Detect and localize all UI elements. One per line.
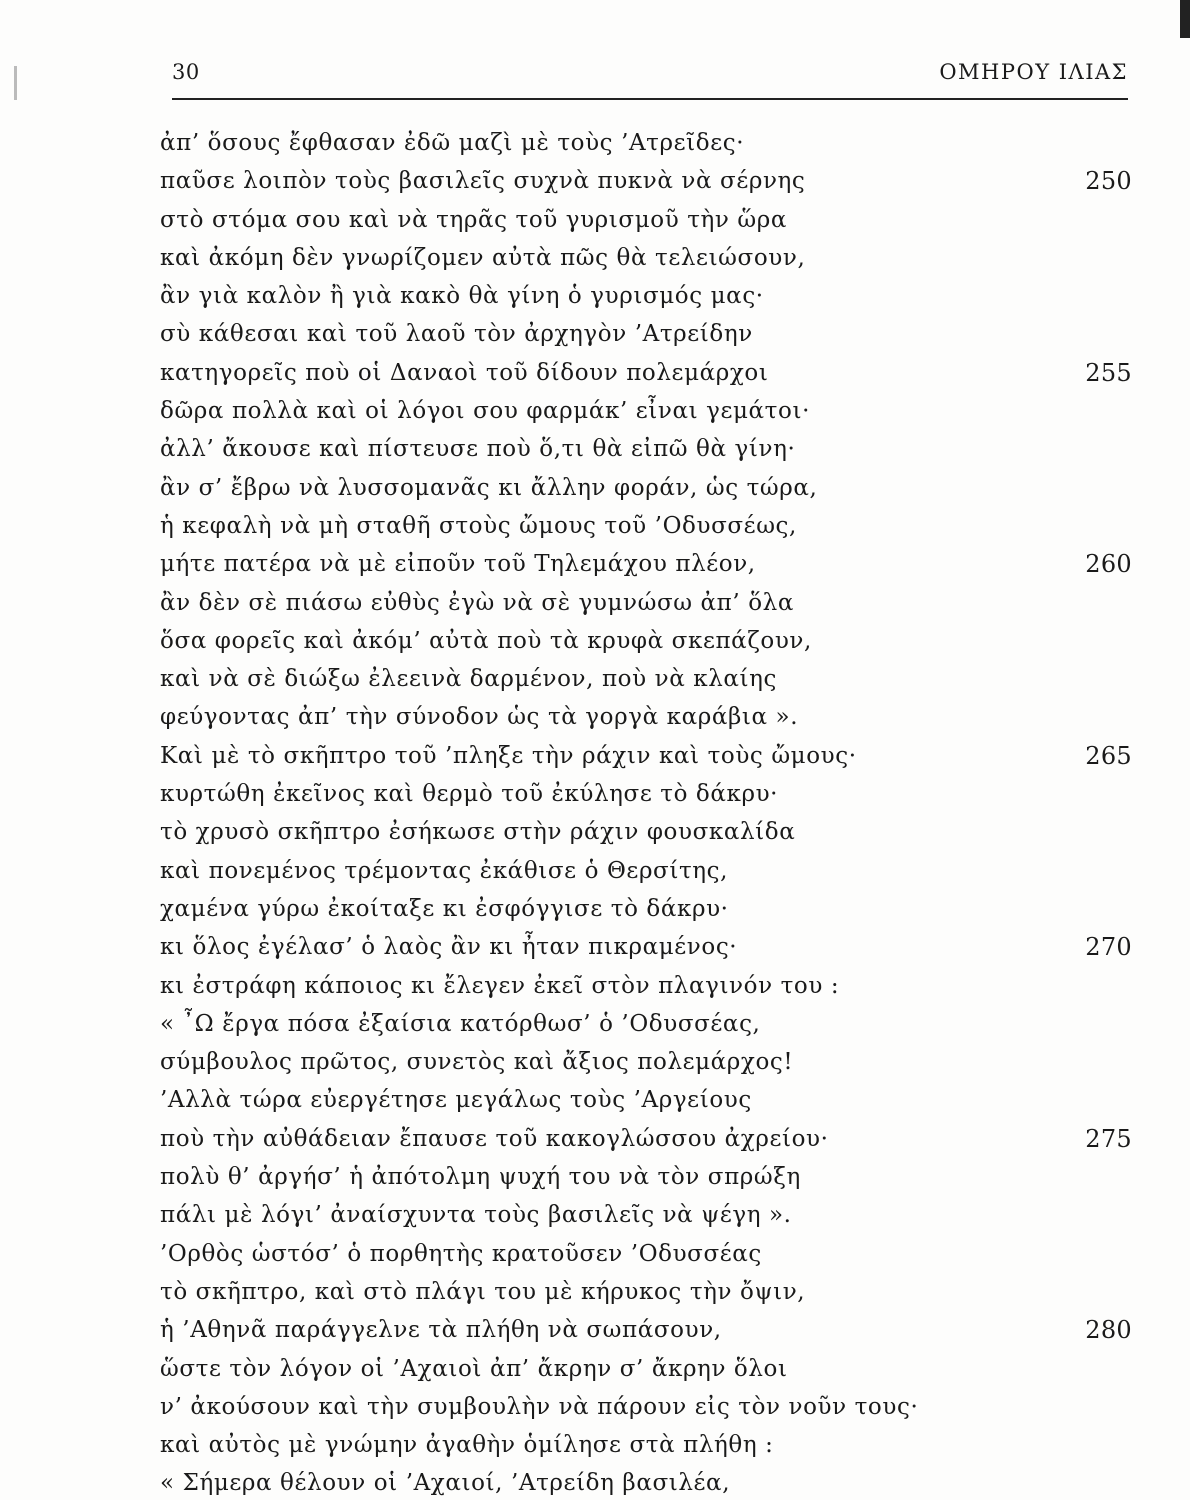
verse-line bbox=[160, 584, 1140, 622]
verse-number: 250 bbox=[1085, 167, 1132, 196]
verse-text: καὶ πονεμένος τρέμοντας ἐκάθισε ὁ Θερσίτης, bbox=[160, 857, 729, 884]
verse-text: Καὶ μὲ τὸ σκῆπτρο τοῦ ’πληξε τὴν ράχιν καὶ τοὺς ὤμους· bbox=[160, 742, 857, 769]
verse-number: 270 bbox=[1085, 933, 1132, 962]
verse-text: « ῏Ω ἔργα πόσα ἐξαίσια κατόρθωσ’ ὁ ’Οδυσσέας, bbox=[160, 1010, 761, 1037]
verse-text: δῶρα πολλὰ καὶ οἱ λόγοι σου φαρμάκ’ εἶναι γεμάτοι· bbox=[160, 398, 810, 425]
verse-text: κυρτώθη ἐκεῖνος καὶ θερμὸ τοῦ ἐκύλησε τὸ δάκρυ· bbox=[160, 781, 779, 808]
verse-text: καὶ νὰ σὲ διώξω ἐλεεινὰ δαρμένον, ποὺ νὰ κλαίης bbox=[160, 666, 778, 693]
verse-number: 265 bbox=[1085, 741, 1132, 770]
verse-text: ἀλλ’ ἄκουσε καὶ πίστευσε ποὺ ὅ,τι θὰ εἰπῶ θὰ γίνη· bbox=[160, 436, 796, 463]
verse-line bbox=[160, 852, 1140, 890]
running-title: ΟΜΗΡΟΥ ΙΛΙΑΣ bbox=[939, 60, 1128, 84]
verse-line bbox=[160, 967, 1140, 1005]
verse-text: τὸ σκῆπτρο, καὶ στὸ πλάγι του μὲ κήρυκος τὴν ὄψιν, bbox=[160, 1278, 806, 1305]
verse-text: φεύγοντας ἀπ’ τὴν σύνοδον ὡς τὰ γοργὰ καράβια ». bbox=[160, 704, 799, 731]
verse-number: 275 bbox=[1085, 1124, 1132, 1153]
verse-line bbox=[160, 162, 1140, 200]
verse-text: κι ἐστράφη κάποιος κι ἔλεγεν ἐκεῖ στὸν πλαγινόν του : bbox=[160, 972, 840, 999]
verse-line bbox=[160, 813, 1140, 851]
verse-line bbox=[160, 928, 1140, 966]
verse-text: ὥστε τὸν λόγον οἱ ’Αχαιοὶ ἀπ’ ἄκρην σ’ ἄκρην ὅλοι bbox=[160, 1355, 788, 1382]
page-number: 30 bbox=[172, 60, 200, 84]
verse-number: 255 bbox=[1085, 358, 1132, 387]
verse-text: χαμένα γύρω ἐκοίταξε κι ἐσφόγγισε τὸ δάκρυ· bbox=[160, 895, 729, 922]
verse-line bbox=[160, 392, 1140, 430]
verse-line bbox=[160, 1273, 1140, 1311]
verse-line bbox=[160, 1005, 1140, 1043]
verse-line bbox=[160, 124, 1140, 162]
verse-line bbox=[160, 1426, 1140, 1464]
verse-line bbox=[160, 1081, 1140, 1119]
verse-line bbox=[160, 622, 1140, 660]
verse-text: τὸ χρυσὸ σκῆπτρο ἐσήκωσε στὴν ράχιν φουσκαλίδα bbox=[160, 819, 796, 846]
verse-line bbox=[160, 1158, 1140, 1196]
verse-line bbox=[160, 1120, 1140, 1158]
scan-edge-mark bbox=[1180, 0, 1190, 38]
verse-line bbox=[160, 354, 1140, 392]
verse-text: ὅσα φορεῖς καὶ ἀκόμ’ αὐτὰ ποὺ τὰ κρυφὰ σκεπάζουν, bbox=[160, 627, 812, 654]
verse-text: στὸ στόμα σου καὶ νὰ τηρᾶς τοῦ γυρισμοῦ τὴν ὥρα bbox=[160, 206, 788, 233]
verse-line bbox=[160, 315, 1140, 353]
verse-text: ’Αλλὰ τώρα εὐεργέτησε μεγάλως τοὺς ’Αργείους bbox=[160, 1087, 752, 1114]
verse-text: ἂν σ’ ἔβρω νὰ λυσσομανᾶς κι ἄλλην φοράν, ὡς τώρα, bbox=[160, 474, 818, 501]
verse-line bbox=[160, 1235, 1140, 1273]
verse-text: καὶ ἀκόμη δὲν γνωρίζομεν αὐτὰ πῶς θὰ τελειώσουν, bbox=[160, 244, 806, 271]
verse-line bbox=[160, 507, 1140, 545]
verse-line bbox=[160, 698, 1140, 736]
verse-text: ἡ ’Αθηνᾶ παράγγελνε τὰ πλήθη νὰ σωπάσουν, bbox=[160, 1317, 722, 1344]
verse-text: ν’ ἀκούσουν καὶ τὴν συμβουλὴν νὰ πάρουν εἰς τὸν νοῦν τους· bbox=[160, 1393, 919, 1420]
verse-line bbox=[160, 430, 1140, 468]
verse-text: μήτε πατέρα νὰ μὲ εἰποῦν τοῦ Τηλεμάχου πλέον, bbox=[160, 551, 756, 578]
verse-line bbox=[160, 1464, 1140, 1502]
verse-text: πάλι μὲ λόγι’ ἀναίσχυντα τοὺς βασιλεῖς νὰ ψέγη ». bbox=[160, 1202, 792, 1229]
verse-line bbox=[160, 1350, 1140, 1388]
verse-text: ’Ορθὸς ὡστόσ’ ὁ πορθητὴς κρατοῦσεν ’Οδυσσέας bbox=[160, 1240, 762, 1267]
verse-line bbox=[160, 201, 1140, 239]
verse-line bbox=[160, 775, 1140, 813]
verse-line bbox=[160, 239, 1140, 277]
verse-line bbox=[160, 277, 1140, 315]
verse-list bbox=[160, 124, 1140, 1503]
scan-margin-mark bbox=[14, 66, 17, 100]
verse-text: « Σήμερα θέλουν οἱ ’Αχαιοί, ’Ατρείδη βασιλέα, bbox=[160, 1470, 731, 1497]
verse-line bbox=[160, 545, 1140, 583]
verse-text: ἡ κεφαλὴ νὰ μὴ σταθῆ στοὺς ὤμους τοῦ ’Οδυσσέως, bbox=[160, 512, 797, 539]
verse-line bbox=[160, 1311, 1140, 1349]
verse-line bbox=[160, 1388, 1140, 1426]
verse-text: παῦσε λοιπὸν τοὺς βασιλεῖς συχνὰ πυκνὰ νὰ σέρνης bbox=[160, 168, 806, 195]
verse-text: σὺ κάθεσαι καὶ τοῦ λαοῦ τὸν ἀρχηγὸν ’Ατρείδην bbox=[160, 321, 753, 348]
verse-text: κατηγορεῖς ποὺ οἱ Δαναοὶ τοῦ δίδουν πολεμάρχοι bbox=[160, 359, 769, 386]
verse-text: ἀπ’ ὅσους ἔφθασαν ἐδῶ μαζὶ μὲ τοὺς ’Ατρεῖδες· bbox=[160, 130, 745, 156]
verse-line bbox=[160, 469, 1140, 507]
verse-text: κι ὅλος ἐγέλασ’ ὁ λαὸς ἂν κι ἦταν πικραμένος· bbox=[160, 934, 738, 961]
verse-line bbox=[160, 1196, 1140, 1234]
page-header bbox=[172, 52, 1128, 100]
verse-text: πολὺ θ’ ἀργήσ’ ἡ ἀπότολμη ψυχή του νὰ τὸν σπρώξη bbox=[160, 1164, 801, 1191]
verse-number: 280 bbox=[1085, 1316, 1132, 1345]
verse-text: ἂν δὲν σὲ πιάσω εὐθὺς ἐγὼ νὰ σὲ γυμνώσω ἀπ’ ὅλα bbox=[160, 589, 794, 616]
verse-line bbox=[160, 1043, 1140, 1081]
verse-text: ἂν γιὰ καλὸν ἢ γιὰ κακὸ θὰ γίνη ὁ γυρισμός μας· bbox=[160, 283, 764, 310]
verse-line bbox=[160, 660, 1140, 698]
verse-line bbox=[160, 890, 1140, 928]
verse-text: καὶ αὐτὸς μὲ γνώμην ἀγαθὴν ὁμίλησε στὰ πλήθη : bbox=[160, 1432, 774, 1459]
verse-text: σύμβουλος πρῶτος, συνετὸς καὶ ἄξιος πολεμάρχος! bbox=[160, 1049, 794, 1076]
verse-number: 260 bbox=[1085, 550, 1132, 579]
verse-line bbox=[160, 737, 1140, 775]
verse-text: ποὺ τὴν αὐθάδειαν ἔπαυσε τοῦ κακογλώσσου ἀχρείου· bbox=[160, 1125, 829, 1152]
